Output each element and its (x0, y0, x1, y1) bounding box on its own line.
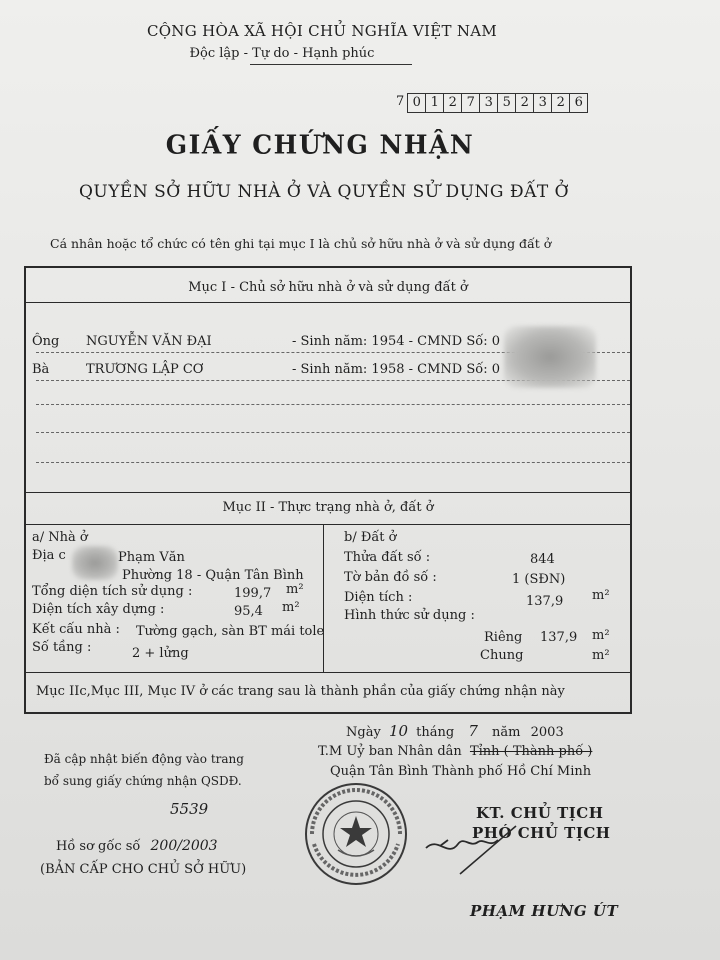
owner2-name: TRƯƠNG LẬP CƠ (86, 362, 204, 377)
total-area-value: 199,7 (234, 586, 272, 601)
dotted-line (36, 462, 630, 463)
total-area-label: Tổng diện tích sử dụng : (32, 584, 193, 599)
official-seal (304, 782, 408, 886)
shared-label: Chung (480, 648, 524, 663)
land-heading: b/ Đất ở (344, 530, 397, 545)
certificate-table (24, 266, 632, 714)
area-label: Diện tích : (344, 590, 413, 605)
unit: m² (282, 600, 300, 615)
file-label: Hồ sơ gốc số (56, 839, 141, 854)
address-line2: Phường 18 - Quận Tân Bình (122, 568, 304, 583)
built-area-label: Diện tích xây dựng : (32, 602, 165, 617)
month-prefix: tháng (416, 725, 455, 740)
owner2-info: - Sinh năm: 1958 - CMND Số: 0 (292, 362, 500, 377)
owner2-title: Bà (32, 362, 50, 377)
footer-row: Mục IIc,Mục III, Mục IV ở các trang sau là thành phần của giấy chứng nhận này (36, 684, 565, 699)
date-prefix: Ngày (346, 725, 381, 740)
serial-digit: 5 (498, 93, 516, 113)
structure-label: Kết cấu nhà : (32, 622, 120, 637)
house-heading: a/ Nhà ở (32, 530, 88, 545)
update-note-line2: bổ sung giấy chứng nhận QSDĐ. (44, 774, 242, 788)
motto: Độc lập - Tự do - Hạnh phúc (189, 46, 375, 61)
owner1-name: NGUYỄN VĂN ĐẠI (86, 334, 212, 349)
serial-digit: 3 (480, 93, 498, 113)
file-number (56, 838, 218, 854)
authority-text: T.M Uỷ ban Nhân dân (318, 744, 462, 759)
serial-digit: 0 (407, 93, 426, 113)
serial-digit: 3 (534, 93, 552, 113)
redacted-address (72, 546, 118, 580)
dotted-line (36, 404, 630, 405)
private-label: Riêng (484, 630, 523, 645)
file-value: 200/2003 (150, 838, 218, 854)
update-note-line1: Đã cập nhật biến động vào trang (44, 752, 244, 766)
serial-digit: 7 (462, 93, 480, 113)
section2-heading: Mục II - Thực trạng nhà ở, đất ở (222, 500, 434, 515)
certificate-title: GIẤY CHỨNG NHẬN (165, 129, 475, 160)
date-line (346, 722, 564, 740)
unit: m² (592, 648, 610, 663)
parcel-value: 844 (530, 552, 555, 567)
section1-heading: Mục I - Chủ sở hữu nhà ở và sử dụng đất ở (188, 280, 468, 295)
handwritten-signature (420, 818, 540, 878)
private-value: 137,9 (540, 630, 578, 645)
parcel-label: Thửa đất số : (344, 550, 431, 565)
section-divider (26, 492, 630, 493)
serial-lead: 7 (396, 94, 405, 109)
unit: m² (286, 582, 304, 597)
section-divider (26, 524, 630, 525)
owner1-info: - Sinh năm: 1954 - CMND Số: 0 (292, 334, 500, 349)
authority-struck: Tỉnh ( Thành phố ) (469, 744, 593, 759)
serial-digit: 6 (570, 93, 588, 113)
authority-line1 (318, 744, 592, 759)
section-divider (26, 302, 630, 303)
section-divider (26, 672, 630, 673)
serial-digit: 2 (444, 93, 462, 113)
serial-number (393, 93, 588, 113)
floors-value: 2 + lửng (132, 646, 189, 661)
map-value: 1 (SĐN) (512, 572, 566, 587)
date-month: 7 (468, 722, 478, 740)
serial-digit: 2 (516, 93, 534, 113)
date-day: 10 (388, 722, 409, 740)
serial-digit: 2 (552, 93, 570, 113)
owner1-title: Ông (32, 334, 60, 349)
serial-digit: 1 (426, 93, 444, 113)
year-prefix: năm (492, 725, 521, 740)
built-area-value: 95,4 (234, 604, 263, 619)
motto-underline (250, 64, 412, 65)
unit: m² (592, 628, 610, 643)
authority-line2: Quận Tân Bình Thành phố Hồ Chí Minh (330, 764, 592, 779)
intro-text: Cá nhân hoặc tổ chức có tên ghi tại mục I là chủ sở hữu nhà ở và sử dụng đất ở (50, 236, 552, 251)
column-divider (323, 524, 324, 672)
map-label: Tờ bản đồ số : (344, 570, 437, 585)
usage-label: Hình thức sử dụng : (344, 608, 475, 623)
role-title: KT. CHỦ TỊCH (476, 804, 604, 822)
redacted-id (504, 326, 596, 388)
role-subtitle: PHÓ CHỦ TỊCH (472, 824, 611, 842)
address-label: Địa c (32, 548, 66, 563)
signer-name: PHẠM HƯNG ÚT (470, 902, 619, 920)
handwritten-number: 5539 (170, 800, 209, 818)
unit: m² (592, 588, 610, 603)
nation-header: CỘNG HÒA XÃ HỘI CHỦ NGHĨA VIỆT NAM (146, 22, 498, 40)
certificate-subtitle: QUYỀN SỞ HỮU NHÀ Ở VÀ QUYỀN SỬ DỤNG ĐẤT Ở (78, 182, 570, 202)
area-value: 137,9 (526, 594, 564, 609)
structure-value: Tường gạch, sàn BT mái tole (136, 624, 325, 639)
copy-note: (BẢN CẤP CHO CHỦ SỞ HỮU) (40, 862, 247, 877)
dotted-line (36, 432, 630, 433)
date-year: 2003 (530, 725, 564, 740)
address-line1: Phạm Văn (118, 550, 185, 565)
floors-label: Số tầng : (32, 640, 92, 655)
